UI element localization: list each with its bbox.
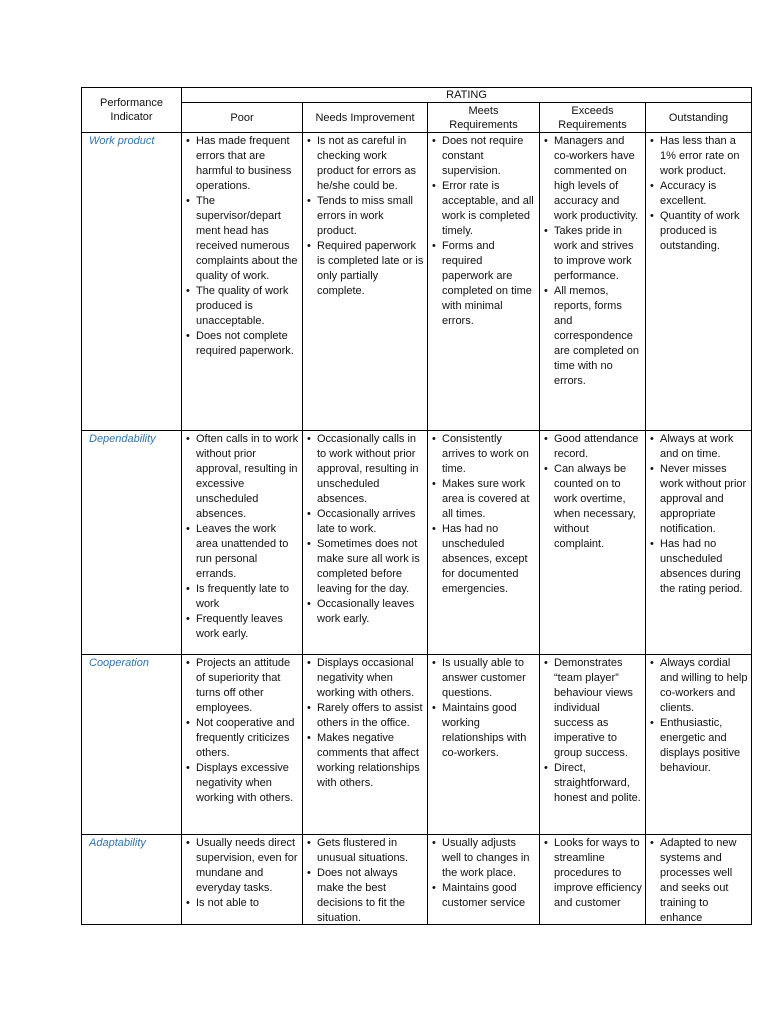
list-item: • Always at work and on time. — [650, 432, 748, 462]
bullet-list — [303, 835, 427, 924]
list-item: • Not cooperative and frequently criticizes others. — [186, 716, 299, 761]
list-item: • Does not always make the best decisions to fit the situation. — [307, 866, 424, 924]
list-item: • Tends to miss small errors in work product. — [307, 194, 424, 239]
cell-meets-requirements — [428, 655, 540, 835]
bullet-list — [540, 835, 645, 911]
list-item: • Maintains good customer service — [432, 881, 536, 911]
cell-needs-improvement — [303, 655, 428, 835]
list-item: • Error rate is acceptable, and all work is completed timely. — [432, 179, 536, 239]
bullet-list — [182, 431, 302, 642]
cell-meets-requirements — [428, 431, 540, 655]
cell-exceeds-requirements — [540, 133, 646, 431]
cell-outstanding — [646, 835, 752, 925]
cell-poor — [182, 431, 303, 655]
list-item: • Managers and co-workers have commented on high levels of accuracy and work productivity. — [544, 134, 642, 224]
list-item: • All memos, reports, forms and correspondence are completed on time with no errors. — [544, 284, 642, 389]
performance-indicator-header: Performance Indicator — [82, 88, 182, 133]
bullet-list — [182, 133, 302, 359]
list-item: • Direct, straightforward, honest and polite. — [544, 761, 642, 806]
list-item: • Occasionally arrives late to work. — [307, 507, 424, 537]
cell-meets-requirements — [428, 133, 540, 431]
list-item: • Does not complete required paperwork. — [186, 329, 299, 359]
list-item: • Makes negative comments that affect working relationships with others. — [307, 731, 424, 791]
column-header-outstanding: Outstanding — [646, 103, 752, 133]
bullet-list — [646, 431, 751, 597]
cell-meets-requirements — [428, 835, 540, 925]
list-item: • Displays excessive negativity when working with others. — [186, 761, 299, 806]
list-item: • Forms and required paperwork are completed on time with minimal errors. — [432, 239, 536, 329]
list-item: • Rarely offers to assist others in the office. — [307, 701, 424, 731]
column-header-exceeds-requirements: Exceeds Requirements — [540, 103, 646, 133]
bullet-list — [540, 133, 645, 389]
bullet-list — [182, 655, 302, 806]
list-item: • Always cordial and willing to help co-workers and clients. — [650, 656, 748, 716]
bullet-list — [428, 655, 539, 761]
column-header-needs-improvement: Needs Improvement — [303, 103, 428, 133]
list-item: • Maintains good working relationships with co-workers. — [432, 701, 536, 761]
bullet-list — [646, 835, 751, 924]
cell-poor — [182, 835, 303, 925]
list-item: • Occasionally leaves work early. — [307, 597, 424, 627]
column-header-poor: Poor — [182, 103, 303, 133]
list-item: • Usually adjusts well to changes in the work place. — [432, 836, 536, 881]
bullet-list — [428, 133, 539, 329]
list-item: • The quality of work produced is unacceptable. — [186, 284, 299, 329]
list-item: • Sometimes does not make sure all work is completed before leaving for the day. — [307, 537, 424, 597]
list-item: • Good attendance record. — [544, 432, 642, 462]
list-item: • Gets flustered in unusual situations. — [307, 836, 424, 866]
cell-needs-improvement — [303, 431, 428, 655]
list-item: • Is usually able to answer customer questions. — [432, 656, 536, 701]
cell-poor — [182, 655, 303, 835]
bullet-list — [540, 431, 645, 552]
cell-exceeds-requirements — [540, 655, 646, 835]
list-item: • Consistently arrives to work on time. — [432, 432, 536, 477]
list-item: • Has had no unscheduled absences during the rating period. — [650, 537, 748, 597]
list-item: • Is frequently late to work — [186, 582, 299, 612]
list-item: • Required paperwork is completed late or is only partially complete. — [307, 239, 424, 299]
bullet-list — [303, 431, 427, 627]
cell-poor — [182, 133, 303, 431]
bullet-list — [646, 655, 751, 776]
list-item: • Takes pride in work and strives to improve work performance. — [544, 224, 642, 284]
cell-outstanding — [646, 431, 752, 655]
indicator-dependability: Dependability — [82, 431, 182, 655]
rating-rubric-table — [81, 87, 752, 925]
list-item: • Often calls in to work without prior approval, resulting in excessive unscheduled absences. — [186, 432, 299, 522]
cell-exceeds-requirements — [540, 835, 646, 925]
list-item: • The supervisor/depart ment head has received numerous complaints about the quality of work. — [186, 194, 299, 284]
indicator-adaptability: Adaptability — [82, 835, 182, 925]
rating-header: RATING — [182, 88, 752, 103]
list-item: • Is not as careful in checking work product for errors as he/she could be. — [307, 134, 424, 194]
list-item: • Makes sure work area is covered at all times. — [432, 477, 536, 522]
list-item: • Has less than a 1% error rate on work product. — [650, 134, 748, 179]
cell-outstanding — [646, 655, 752, 835]
list-item: • Accuracy is excellent. — [650, 179, 748, 209]
table-row-work-product — [82, 133, 752, 431]
table-row-cooperation — [82, 655, 752, 835]
list-item: • Demonstrates “team player” behaviour views individual success as imperative to group success. — [544, 656, 642, 761]
column-header-meets-requirements: Meets Requirements — [428, 103, 540, 133]
cell-needs-improvement — [303, 133, 428, 431]
bullet-list — [646, 133, 751, 254]
indicator-cooperation: Cooperation — [82, 655, 182, 835]
cell-exceeds-requirements — [540, 431, 646, 655]
list-item: • Looks for ways to streamline procedures to improve efficiency and customer — [544, 836, 642, 911]
list-item: • Can always be counted on to work overtime, when necessary, without complaint. — [544, 462, 642, 552]
bullet-list — [428, 431, 539, 597]
list-item: • Frequently leaves work early. — [186, 612, 299, 642]
indicator-work-product: Work product — [82, 133, 182, 431]
list-item: • Projects an attitude of superiority that turns off other employees. — [186, 656, 299, 716]
bullet-list — [428, 835, 539, 911]
cell-needs-improvement — [303, 835, 428, 925]
list-item: • Does not require constant supervision. — [432, 134, 536, 179]
bullet-list — [303, 133, 427, 299]
list-item: • Has had no unscheduled absences, except for documented emergencies. — [432, 522, 536, 597]
list-item: • Never misses work without prior approval and appropriate notification. — [650, 462, 748, 537]
list-item: • Leaves the work area unattended to run personal errands. — [186, 522, 299, 582]
list-item: • Quantity of work produced is outstanding. — [650, 209, 748, 254]
bullet-list — [540, 655, 645, 806]
list-item: • Occasionally calls in to work without prior approval, resulting in unscheduled absences. — [307, 432, 424, 507]
list-item: • Enthusiastic, energetic and displays positive behaviour. — [650, 716, 748, 776]
bullet-list — [303, 655, 427, 791]
table-row-dependability — [82, 431, 752, 655]
bullet-list — [182, 835, 302, 911]
list-item: • Has made frequent errors that are harmful to business operations. — [186, 134, 299, 194]
cell-outstanding — [646, 133, 752, 431]
list-item: • Displays occasional negativity when working with others. — [307, 656, 424, 701]
list-item: • Adapted to new systems and processes well and seeks out training to enhance — [650, 836, 748, 924]
table-row-adaptability — [82, 835, 752, 925]
list-item: • Usually needs direct supervision, even for mundane and everyday tasks. — [186, 836, 299, 896]
list-item: • Is not able to — [186, 896, 299, 911]
